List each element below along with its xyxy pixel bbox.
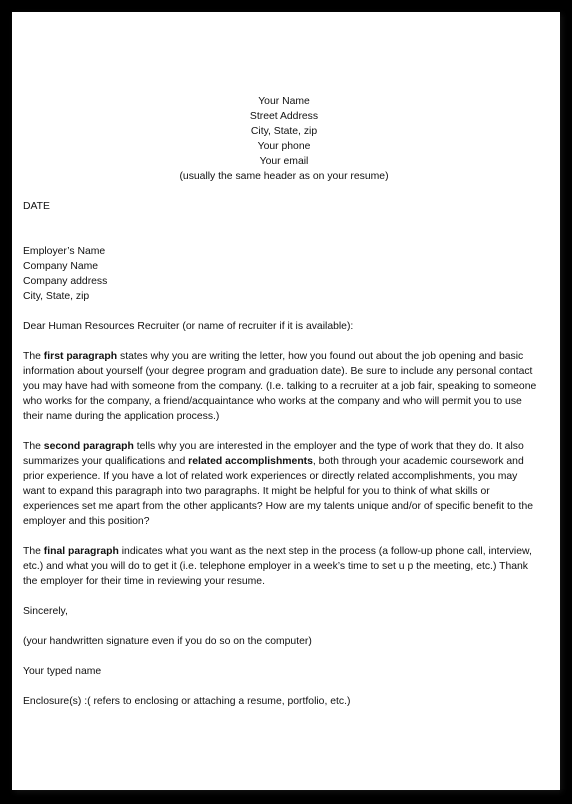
typed-name: Your typed name	[23, 666, 102, 677]
employer-block	[23, 244, 538, 304]
paragraph-final-text: indicates what you want as the next step in the process (a follow-up phone call, interview, etc.) and what you will do to get it (i.e. telephone employer in a week’s time to set u p the meeting, etc.) Thank the employer for their time in reviewing your resume.	[23, 546, 532, 587]
salutation: Dear Human Resources Recruiter (or name of recruiter if it is available):	[23, 321, 354, 332]
paragraph-final-pre: The	[23, 546, 44, 557]
paragraph-final	[23, 544, 538, 589]
employer-company: Company Name	[23, 261, 99, 272]
sender-street: Street Address	[249, 111, 319, 122]
employer-name: Employer’s Name	[23, 246, 106, 257]
sender-phone: Your phone	[257, 141, 311, 152]
paragraph-second-mid: tells why you are interested in the employer and the type of work that they do. It also summarizes your qualifications and	[23, 441, 524, 467]
paragraph-final-bold: final paragraph	[43, 546, 119, 557]
letter-date: DATE	[23, 201, 50, 212]
paragraph-first-bold: first paragraph	[43, 351, 118, 362]
employer-city: City, State, zip	[23, 291, 90, 302]
signature-note: (your handwritten signature even if you do so on the computer)	[23, 636, 312, 647]
paragraph-second-pre: The	[23, 441, 44, 452]
paragraph-second-bold: second paragraph	[43, 441, 134, 452]
sender-email: Your email	[259, 156, 309, 167]
document-page	[12, 12, 560, 790]
paragraph-first-pre: The	[23, 351, 44, 362]
paragraph-first	[23, 349, 538, 424]
enclosure-line: Enclosure(s) :( refers to enclosing or attaching a resume, portfolio, etc.)	[23, 696, 351, 707]
paragraph-second-text: , both through your academic coursework and prior experience. If you have a lot of related work experiences or directly related accomplishments, you may want to expand this paragraph into two paragraphs. It might be helpful for you to think of what skills or experiences set me apart from the other applicants? How are my talents unique and/or of specific benefit to the employer and this position?	[23, 456, 533, 527]
sender-header	[23, 94, 545, 184]
header-note: (usually the same header as on your resume)	[179, 171, 389, 182]
sender-name: Your Name	[258, 96, 310, 107]
closing: Sincerely,	[23, 606, 68, 617]
employer-address: Company address	[23, 276, 108, 287]
paragraph-first-text: states why you are writing the letter, how you found out about the job opening and basic information about yourself (your degree program and graduation date). Be sure to include any personal contact you may have had with someone from the company. (I.e. talking to a recruiter at a job fair, speaking to someone who works for the company, a friend/acquaintance who works at the company and who will permit you to use their name during the application process.)	[23, 351, 537, 422]
paragraph-second	[23, 439, 538, 529]
paragraph-second-bold2: related accomplishments	[188, 456, 313, 467]
sender-city: City, State, zip	[250, 126, 318, 137]
